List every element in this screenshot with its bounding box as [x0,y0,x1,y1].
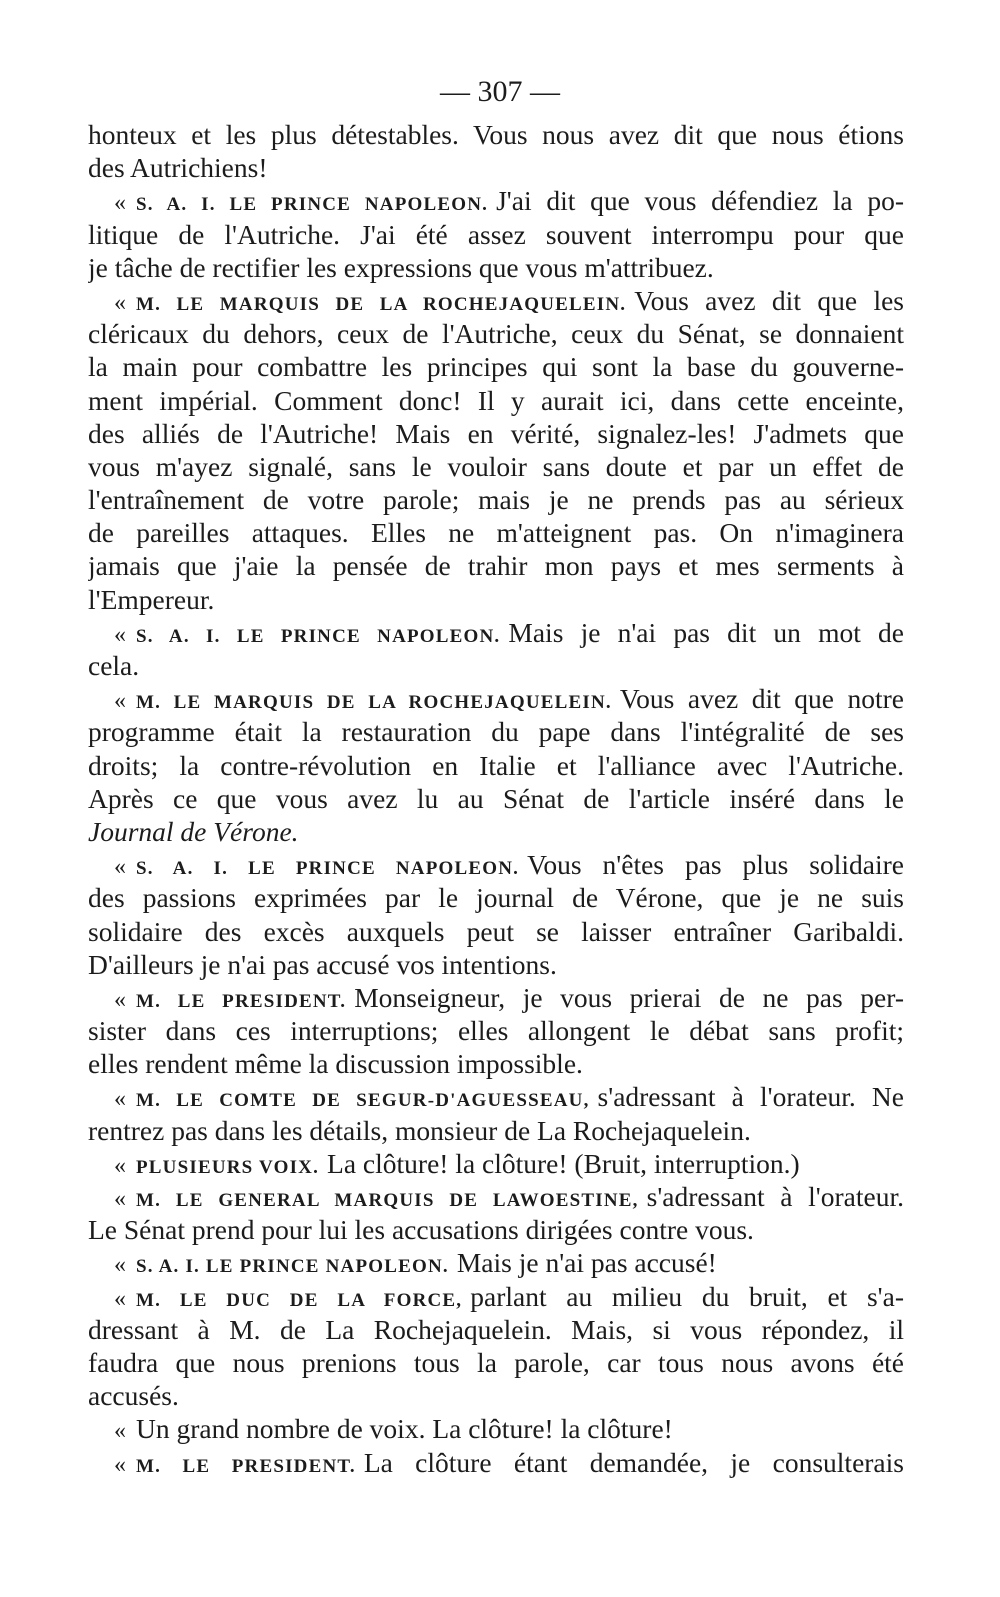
speech-text: La clôture! la clôture! (Bruit, interruption.) [327,1147,800,1179]
speaker-name: M. LE PRESIDENT. [136,1455,356,1477]
text-line: vous m'ayez signalé, sans le vouloir sans doute et par un effet de [88,450,904,482]
speaker-name: S. A. I. LE PRINCE NAPOLEON. [136,194,489,216]
speaker-name: M. LE MARQUIS DE LA ROCHEJAQUELEIN. [136,293,627,315]
text-line: honteux et les plus détestables. Vous nous avez dit que nous étions [88,119,904,150]
speaker-name: PLUSIEURS VOIX. [136,1156,320,1178]
speech-text: Mais je n'ai pas dit un mot de [508,616,904,648]
speech-text: Un grand nombre de voix. La clôture! la clôture! [136,1413,673,1445]
text-line: droits; la contre-révolution en Italie et l'alliance avec l'Autriche. [88,749,904,781]
speech-text: J'ai dit que vous défendiez la po- [496,185,904,217]
text-line: faudra que nous prenions tous la parole, car tous nous avons été [88,1346,904,1378]
text-line: dressant à M. de La Rochejaquelein. Mais, si vous répondez, il [88,1313,904,1345]
text-line: cela. [88,650,140,681]
speech-first-line [88,616,904,649]
quote-mark: « [114,289,126,316]
quote-mark: « [114,621,126,648]
text-line: D'ailleurs je n'ai pas accusé vos intentions. [88,948,557,980]
text-line: jamais que j'aie la pensée de trahir mon pays et mes serments à [88,550,904,582]
text-line: la main pour combattre les principes qui sont la base du gouverne- [88,351,904,383]
page-number: — 307 — [440,75,560,108]
quote-mark: « [114,190,126,217]
speaker-name: M. LE DUC DE LA FORCE, [136,1289,463,1311]
speaker-name: S. A. I. LE PRINCE NAPOLEON. [136,625,501,647]
text-line: cléricaux du dehors, ceux de l'Autriche, ceux du Sénat, se donnaient [88,318,904,350]
speech-text: Vous avez dit que les [634,284,904,316]
speech-text: Vous avez dit que notre [619,683,904,715]
text-line: je tâche de rectifier les expressions que vous m'attribuez. [88,251,714,283]
quote-mark: « [114,986,126,1013]
text-line: programme était la restauration du pape dans l'intégralité de ses [88,716,904,748]
journal-title: Journal de Vérone. [88,815,299,847]
speaker-name: M. LE MARQUIS DE LA ROCHEJAQUELEIN. [136,692,612,714]
quote-mark: « [114,688,126,715]
speech-first-line [88,848,904,881]
speech-first-line [88,981,904,1014]
quote-mark: « [114,1252,126,1279]
text-line: ment impérial. Comment donc! Il y aurait ici, dans cette enceinte, [88,384,904,416]
speech-text: Monseigneur, je vous prierai de ne pas per- [354,981,904,1013]
text-line: rentrez pas dans les détails, monsieur de La Rochejaquelein. [88,1114,751,1146]
text-line: solidaire des excès auxquels peut se laisser entraîner Garibaldi. [88,915,904,947]
text-line: l'entraînement de votre parole; mais je ne prends pas au sérieux [88,484,904,516]
quote-mark: « [114,1418,126,1445]
speech-text: s'adressant à l'orateur. [646,1181,904,1212]
text-line: elles rendent même la discussion impossible. [88,1048,583,1080]
text-line: l'Empereur. [88,583,215,615]
speaker-name: S. A. I. LE PRINCE NAPOLEON. [136,1256,449,1278]
speech-first-line [88,1080,904,1113]
speech-first-line [88,1246,904,1279]
speech-text: La clôture étant demandée, je consulterais [363,1446,904,1478]
quote-mark: « [114,1186,126,1212]
speaker-name: M. LE GENERAL MARQUIS DE LAWOESTINE, [136,1190,639,1211]
text-line: accusés. [88,1380,179,1412]
speech-text: s'adressant à l'orateur. Ne [597,1081,904,1113]
quote-mark: « [114,854,126,881]
speech-first-line [88,1446,904,1479]
speech-first-line [88,1147,904,1180]
speech-first-line [88,1412,904,1445]
speaker-name: M. LE PRESIDENT. [136,990,347,1012]
text-line: Après ce que vous avez lu au Sénat de l'article inséré dans le [88,782,904,814]
text-line: des alliés de l'Autriche! Mais en vérité, signalez-les! J'admets que [88,417,904,449]
speech-text: Mais je n'ai pas accusé! [456,1247,717,1279]
text-line: litique de l'Autriche. J'ai été assez souvent interrompu pour que [88,218,904,250]
text-line: sister dans ces interruptions; elles allongent le débat sans profit; [88,1015,904,1047]
speech-first-line [88,284,904,317]
speech-first-line [88,1180,904,1213]
text-line: Le Sénat prend pour lui les accusations dirigées contre vous. [88,1214,754,1246]
speech-first-line [88,184,904,217]
speaker-name: S. A. I. LE PRINCE NAPOLEON. [136,858,520,880]
speech-text: Vous n'êtes pas plus solidaire [527,849,904,881]
quote-mark: « [114,1285,126,1312]
page-text [88,118,904,1479]
quote-mark: « [114,1152,126,1179]
speech-first-line [88,682,904,715]
text-line: de pareilles attaques. Elles ne m'atteignent pas. On n'imaginera [88,517,904,549]
quote-mark: « [114,1451,126,1478]
text-line: des passions exprimées par le journal de Vérone, que je ne suis [88,882,904,914]
quote-mark: « [114,1086,126,1113]
speaker-name: M. LE COMTE DE SEGUR-D'AGUESSEAU, [136,1090,590,1112]
speech-text: parlant au milieu du bruit, et s'a- [470,1280,904,1312]
speech-first-line [88,1280,904,1313]
text-line: des Autrichiens! [88,152,268,184]
